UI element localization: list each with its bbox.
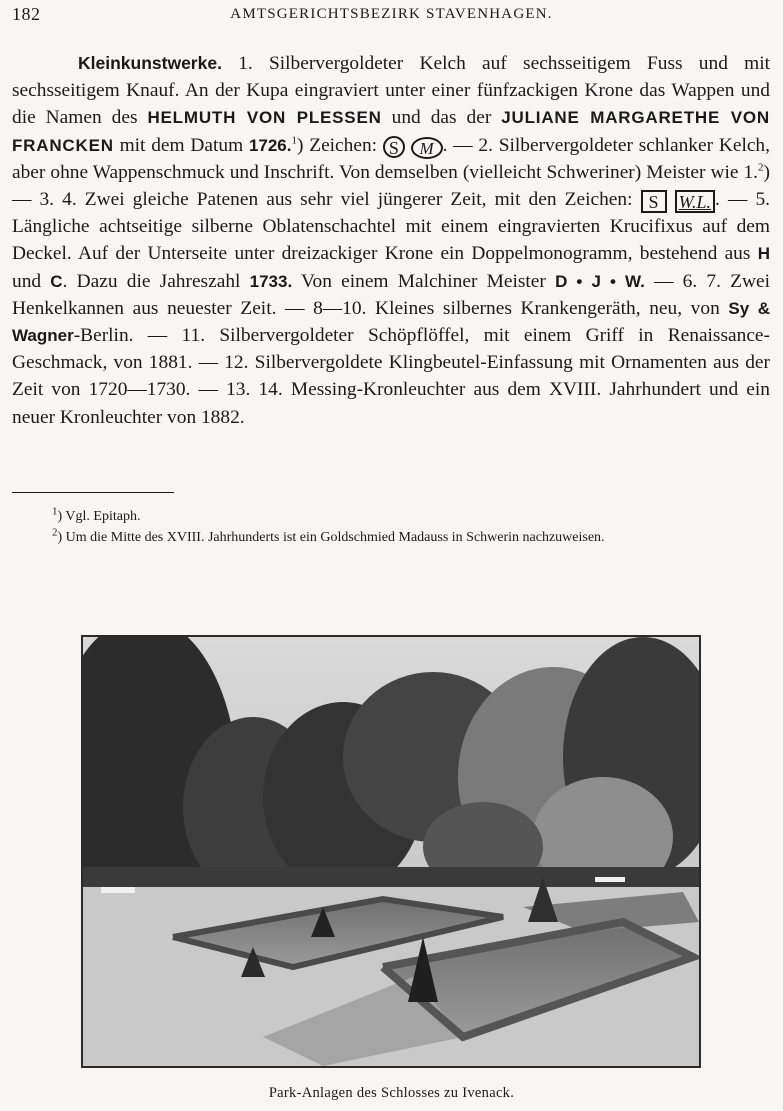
text-segment: Von einem Malchiner Meister [292, 270, 556, 292]
year-mark: 1733. [249, 271, 293, 291]
running-head: AMTSGERICHTSBEZIRK STAVENHAGEN. [230, 6, 553, 22]
text-segment: . — 5. Längliche achtseitige silberne Oblatenschachtel mit einem eingravierten Krucifixus auf dem Deckel. Auf der Unterseite unter dreizackiger Krone ein Doppelmonogramm, bestehend aus [12, 189, 770, 265]
footnote-divider [12, 492, 174, 493]
text-segment: ) Zeichen: [296, 134, 383, 156]
text-segment: 1. Silbervergoldeter Kelch auf sechsseitigem Fuss und mit sechsseitigem Knauf. An der Kupa eingraviert unter einer fünfzackigen Krone das Wappen und die Namen des [12, 53, 770, 129]
page-number: 182 [12, 4, 41, 24]
figure-caption: Park-Anlagen des Schlosses zu Ivenack. [268, 1085, 515, 1101]
footnote-text: ) Um die Mitte des XVIII. Jahrhunderts ist ein Goldschmied Madauss in Schwerin nachzuweisen. [57, 530, 605, 545]
footnote-1 [12, 506, 770, 527]
text-segment: — 6. 7. Zwei Henkelkannen aus neuester Zeit. — 8—10. Kleines silbernes Krankengeräth, neu, von [12, 270, 771, 319]
hallmark-box-s: S [641, 190, 667, 213]
text-segment: . Dazu die Jahreszahl [62, 270, 250, 292]
footnote-ref: 1 [291, 134, 297, 147]
footnote-2 [12, 527, 770, 548]
text-segment: mit dem Datum [113, 134, 249, 156]
main-paragraph [12, 50, 770, 431]
maker-mark: D • J • W. [555, 271, 645, 291]
inscription-name: HELMUTH VON PLESSEN [147, 108, 382, 128]
monogram-letter: C [50, 271, 63, 291]
text-segment: . — 2. Silbervergoldeter schlanker Kelch, aber ohne Wappenschmuck und Inschrift. Von demselben (vielleicht Schweriner) Meister wie 1. [12, 134, 770, 183]
footnote-number: 2 [52, 526, 58, 539]
footnote-number: 1 [52, 505, 58, 518]
text-segment: und [12, 270, 51, 292]
park-photograph [81, 635, 701, 1068]
park-photo-illustration [83, 637, 699, 1066]
section-lead-in: Kleinkunstwerke. [78, 53, 222, 73]
firm-name: Wagner [12, 326, 74, 346]
hallmark-oval-m: M [411, 137, 443, 159]
inscription-date: 1726. [248, 135, 292, 155]
hallmark-circle-s: S [383, 136, 405, 158]
text-segment: ) — 3. 4. Zwei gleiche Patenen aus sehr viel jüngerer Zeit, mit den Zeichen: [12, 161, 770, 211]
monogram-letter: H [757, 244, 770, 264]
footnote-ref: 2 [758, 161, 764, 174]
footnote-text: ) Vgl. Epitaph. [57, 509, 141, 524]
firm-name: Sy & [728, 298, 770, 318]
footnotes [12, 506, 770, 548]
hallmark-box-wl: W.L. [675, 190, 715, 213]
text-segment: -Berlin. — 11. Silbervergoldeter Schöpflöffel, mit einem Griff in Renaissance-Geschmack, von 1881. — 12. Silbervergoldete Klingbeutel-Einfassung mit Ornamenten aus der Zeit von 1720—1730. — 13. 14. Messing-Kronleuchter aus dem XVIII. Jahrhundert und ein neuer Kronleuchter von 1882. [12, 325, 770, 428]
inscription-name: JULIANE MARGARETHE VON FRANCKEN [12, 108, 770, 155]
text-segment: und das der [381, 107, 502, 129]
